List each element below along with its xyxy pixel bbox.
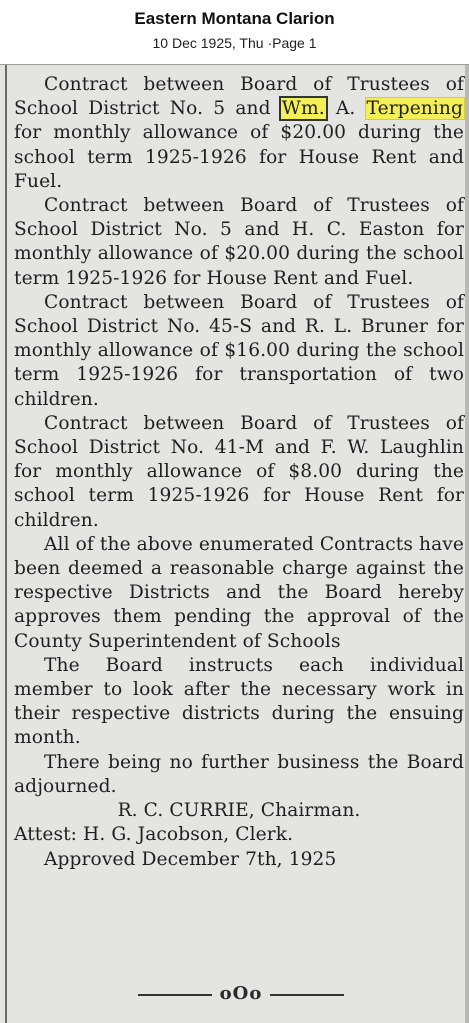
paragraph-1-text-a: Contract between Board of Trustees of School District No. 5 and	[14, 74, 464, 120]
column-rule-left	[5, 65, 7, 1023]
article-paragraph-6: The Board instructs each individual member to look after the necessary work in their respective districts during the ensuing month.	[14, 654, 464, 749]
publication-date-line: 10 Dec 1925, Thu ·Page 1	[152, 35, 317, 51]
article-paragraph-4: Contract between Board of Trustees of School District No. 41-M and F. W. Laughlin for monthly allowance of $8.00 during the school term 1925-1926 for House Rent for children.	[14, 412, 464, 531]
article-paragraph-1	[14, 73, 464, 194]
clipping-header	[0, 0, 469, 64]
attest-line: Attest: H. G. Jacobson, Clerk.	[14, 824, 294, 846]
newspaper-clipping	[0, 64, 469, 1023]
end-ornament	[138, 983, 344, 1005]
ornament-rule-left	[138, 994, 212, 996]
article-paragraph-3: Contract between Board of Trustees of School District No. 45-S and R. L. Bruner for monthly allowance of $16.00 during the school term 1925-1926 for transportation of two children.	[14, 291, 464, 410]
paragraph-1-text-c: for monthly allowance of $20.00 during the school term 1925-1926 for House Rent and Fuel.	[14, 122, 464, 192]
chairman-signature: R. C. CURRIE, Chairman.	[117, 800, 361, 822]
approved-line: Approved December 7th, 1925	[44, 848, 337, 870]
publication-title: Eastern Montana Clarion	[134, 9, 335, 28]
ornament-mark: oOo	[219, 983, 263, 1004]
search-highlight-terpening: Terpening	[366, 98, 464, 120]
article-paragraph-2: Contract between Board of Trustees of School District No. 5 and H. C. Easton for monthly allowance of $20.00 during the school term 1925-1926 for House Rent and Fuel.	[14, 195, 464, 289]
article-paragraph-5: All of the above enumerated Contracts have been deemed a reasonable charge against the respective Districts and the Board hereby approves them pending the approval of the County Superintendent of Schools	[14, 533, 464, 652]
search-highlight-wm: Wm.	[281, 98, 325, 120]
clipping-edge-right	[465, 65, 469, 1023]
ornament-rule-right	[270, 994, 344, 996]
paragraph-1-text-b: A.	[325, 98, 366, 120]
article-paragraph-7: There being no further business the Board adjourned.	[14, 751, 464, 797]
article-body	[14, 73, 464, 872]
